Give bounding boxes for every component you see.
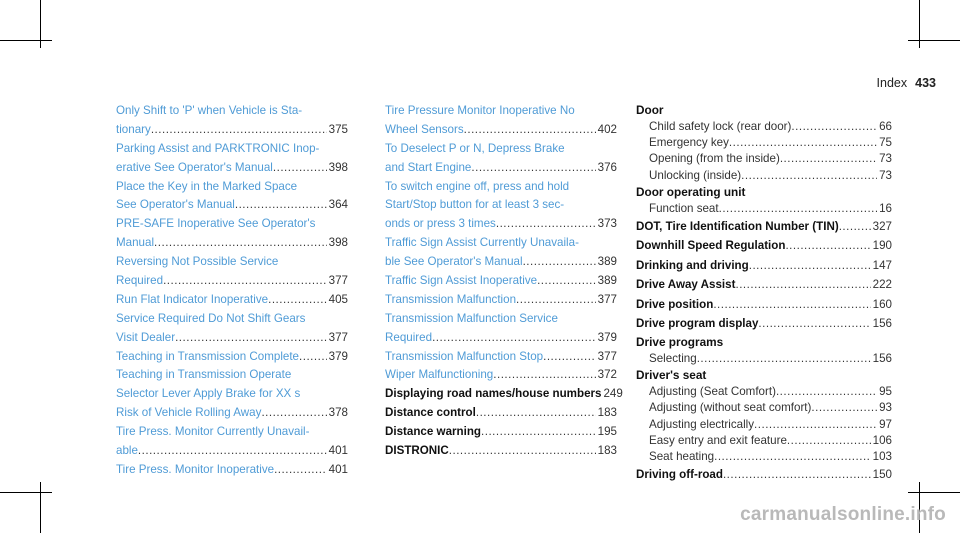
index-entry[interactable]: Teaching in Transmission Operate xyxy=(116,368,292,382)
index-entry[interactable]: Distance control xyxy=(385,406,476,420)
index-entry[interactable]: Required xyxy=(116,274,164,288)
header-label: Index xyxy=(876,76,908,90)
index-subentry[interactable]: Emergency key xyxy=(649,136,729,150)
index-heading[interactable]: Drinking and driving xyxy=(636,258,749,272)
crop-mark xyxy=(40,482,41,533)
index-entry[interactable]: and Start Engine xyxy=(385,160,472,174)
index-subentry[interactable]: Seat heating xyxy=(649,449,715,463)
index-subentry[interactable]: Adjusting electrically xyxy=(649,417,755,431)
index-column-1 xyxy=(116,102,348,480)
index-entry[interactable]: Service Required Do Not Shift Gears xyxy=(116,311,306,325)
index-subentry[interactable]: Opening (from the inside) xyxy=(649,152,780,166)
index-column-3 xyxy=(636,102,892,485)
index-heading[interactable]: Driving off-road xyxy=(636,468,723,482)
page-ref: 389 xyxy=(597,274,617,288)
index-entry[interactable]: To switch engine off, press and hold xyxy=(385,179,570,193)
page-ref: 73 xyxy=(879,168,892,182)
page-ref: 75 xyxy=(879,136,892,150)
index-entry[interactable]: Reversing Not Possible Service xyxy=(116,255,279,269)
index-entry[interactable]: Only Shift to 'P' when Vehicle is Sta- xyxy=(116,104,303,117)
index-entry[interactable]: PRE-SAFE Inoperative See Operator's xyxy=(116,217,316,231)
index-entry[interactable]: ble See Operator's Manual xyxy=(385,255,523,269)
page-ref: 249 xyxy=(603,387,623,401)
page-ref: 377 xyxy=(597,292,617,306)
page-ref: 93 xyxy=(879,401,892,415)
index-entry[interactable]: Required xyxy=(385,330,433,344)
page-ref: 377 xyxy=(597,349,617,363)
page-ref: 150 xyxy=(872,468,892,482)
index-entry[interactable]: Tire Press. Monitor Inoperative xyxy=(116,462,275,476)
page-ref: 364 xyxy=(328,198,348,212)
page-ref: 16 xyxy=(879,201,892,215)
index-heading[interactable]: Door xyxy=(636,103,664,117)
page-ref: 379 xyxy=(328,349,348,363)
page-ref: 389 xyxy=(597,255,617,269)
page-ref: 398 xyxy=(328,160,348,174)
index-entry[interactable]: Tire Press. Monitor Currently Unavail- xyxy=(116,425,310,439)
index-entry[interactable]: To Deselect P or N, Depress Brake xyxy=(385,141,565,155)
page-ref: 183 xyxy=(597,406,617,420)
index-column-2 xyxy=(385,102,623,461)
index-entry[interactable]: Wiper Malfunctioning xyxy=(385,368,494,382)
crop-mark xyxy=(0,492,52,493)
index-entry[interactable]: Parking Assist and PARKTRONIC Inop- xyxy=(116,141,320,155)
page-number: 433 xyxy=(915,76,936,90)
index-entry[interactable]: Tire Pressure Monitor Inoperative No xyxy=(385,104,575,117)
index-heading[interactable]: Drive program display xyxy=(636,317,759,331)
page-ref: 375 xyxy=(328,122,348,136)
crop-mark xyxy=(908,492,960,493)
page-ref: 156 xyxy=(872,317,892,331)
index-entry[interactable]: See Operator's Manual xyxy=(116,198,235,212)
page-ref: 190 xyxy=(872,239,892,253)
page-ref: 327 xyxy=(872,219,892,233)
index-entry[interactable]: Traffic Sign Assist Currently Unavaila- xyxy=(385,236,579,250)
index-entry[interactable]: Risk of Vehicle Rolling Away xyxy=(116,406,262,420)
page-ref: 95 xyxy=(879,385,892,399)
index-heading[interactable]: DOT, Tire Identification Number (TIN) xyxy=(636,219,839,233)
index-subentry[interactable]: Easy entry and exit feature xyxy=(649,433,787,447)
index-entry[interactable]: Teaching in Transmission Complete xyxy=(116,349,300,363)
index-heading[interactable]: Door operating unit xyxy=(636,184,746,199)
page-ref: 222 xyxy=(872,278,892,292)
page-ref: 378 xyxy=(328,406,348,420)
index-entry[interactable]: Traffic Sign Assist Inoperative xyxy=(385,274,538,288)
index-entry[interactable]: Run Flat Indicator Inoperative xyxy=(116,292,269,306)
index-entry[interactable]: Transmission Malfunction Stop xyxy=(385,349,544,363)
page-ref: 183 xyxy=(597,444,617,458)
index-entry[interactable]: Wheel Sensors xyxy=(385,122,464,136)
page-ref: 402 xyxy=(597,122,617,136)
index-heading[interactable]: Driver's seat xyxy=(636,368,707,383)
index-subentry[interactable]: Unlocking (inside) xyxy=(649,168,742,182)
page-ref: 398 xyxy=(328,236,348,250)
page-ref: 376 xyxy=(597,160,617,174)
page-ref: 379 xyxy=(597,330,617,344)
index-subentry[interactable]: Adjusting (without seat comfort) xyxy=(649,401,812,415)
index-subentry[interactable]: Adjusting (Seat Comfort) xyxy=(649,385,776,399)
index-entry[interactable]: onds or press 3 times xyxy=(385,217,496,231)
crop-mark xyxy=(0,40,52,41)
crop-mark xyxy=(908,40,960,41)
page-ref: 377 xyxy=(328,274,348,288)
page-header xyxy=(877,76,936,90)
index-subentry[interactable]: Child safety lock (rear door) xyxy=(649,120,792,133)
index-entry[interactable]: Displaying road names/house numbers xyxy=(385,387,602,401)
page-ref: 401 xyxy=(328,462,348,476)
page-ref: 373 xyxy=(597,217,617,231)
page-ref: 377 xyxy=(328,330,348,344)
page-ref: 156 xyxy=(872,351,892,365)
page-ref: 73 xyxy=(879,152,892,166)
index-heading[interactable]: Drive programs xyxy=(636,334,724,349)
index-entry[interactable]: able xyxy=(116,444,138,458)
index-entry[interactable]: Place the Key in the Marked Space xyxy=(116,179,298,193)
index-entry[interactable]: Visit Dealer xyxy=(116,330,176,344)
index-subentry[interactable]: Selecting xyxy=(649,351,697,365)
index-heading[interactable]: Drive position xyxy=(636,297,714,311)
page-ref: 97 xyxy=(879,417,892,431)
index-heading[interactable]: Drive Away Assist xyxy=(636,278,736,292)
page-ref: 106 xyxy=(872,433,892,447)
index-entry[interactable]: Manual xyxy=(116,236,155,250)
index-entry[interactable]: Distance warning xyxy=(385,425,481,439)
page-ref: 372 xyxy=(597,368,617,382)
index-heading[interactable]: Downhill Speed Regulation xyxy=(636,239,786,253)
index-entry[interactable]: DISTRONIC xyxy=(385,444,449,458)
page-ref: 405 xyxy=(328,292,348,306)
index-entry[interactable]: Transmission Malfunction Service xyxy=(385,311,558,325)
page-ref: 195 xyxy=(597,425,617,439)
index-entry[interactable]: Selector Lever Apply Brake for XX s xyxy=(116,387,301,401)
page-ref: 160 xyxy=(872,297,892,311)
index-entry[interactable]: erative See Operator's Manual xyxy=(116,160,273,174)
index-subentry[interactable]: Function seat xyxy=(649,201,719,215)
page-ref: 147 xyxy=(872,258,892,272)
page-ref: 103 xyxy=(872,449,892,463)
index-entry[interactable]: Start/Stop button for at least 3 sec- xyxy=(385,198,565,212)
index-entry[interactable]: Transmission Malfunction xyxy=(385,292,517,306)
watermark: carmanualsonline.info xyxy=(740,504,946,525)
page-ref: 66 xyxy=(879,120,892,133)
index-entry[interactable]: tionary xyxy=(116,122,151,136)
page-ref: 401 xyxy=(328,444,348,458)
